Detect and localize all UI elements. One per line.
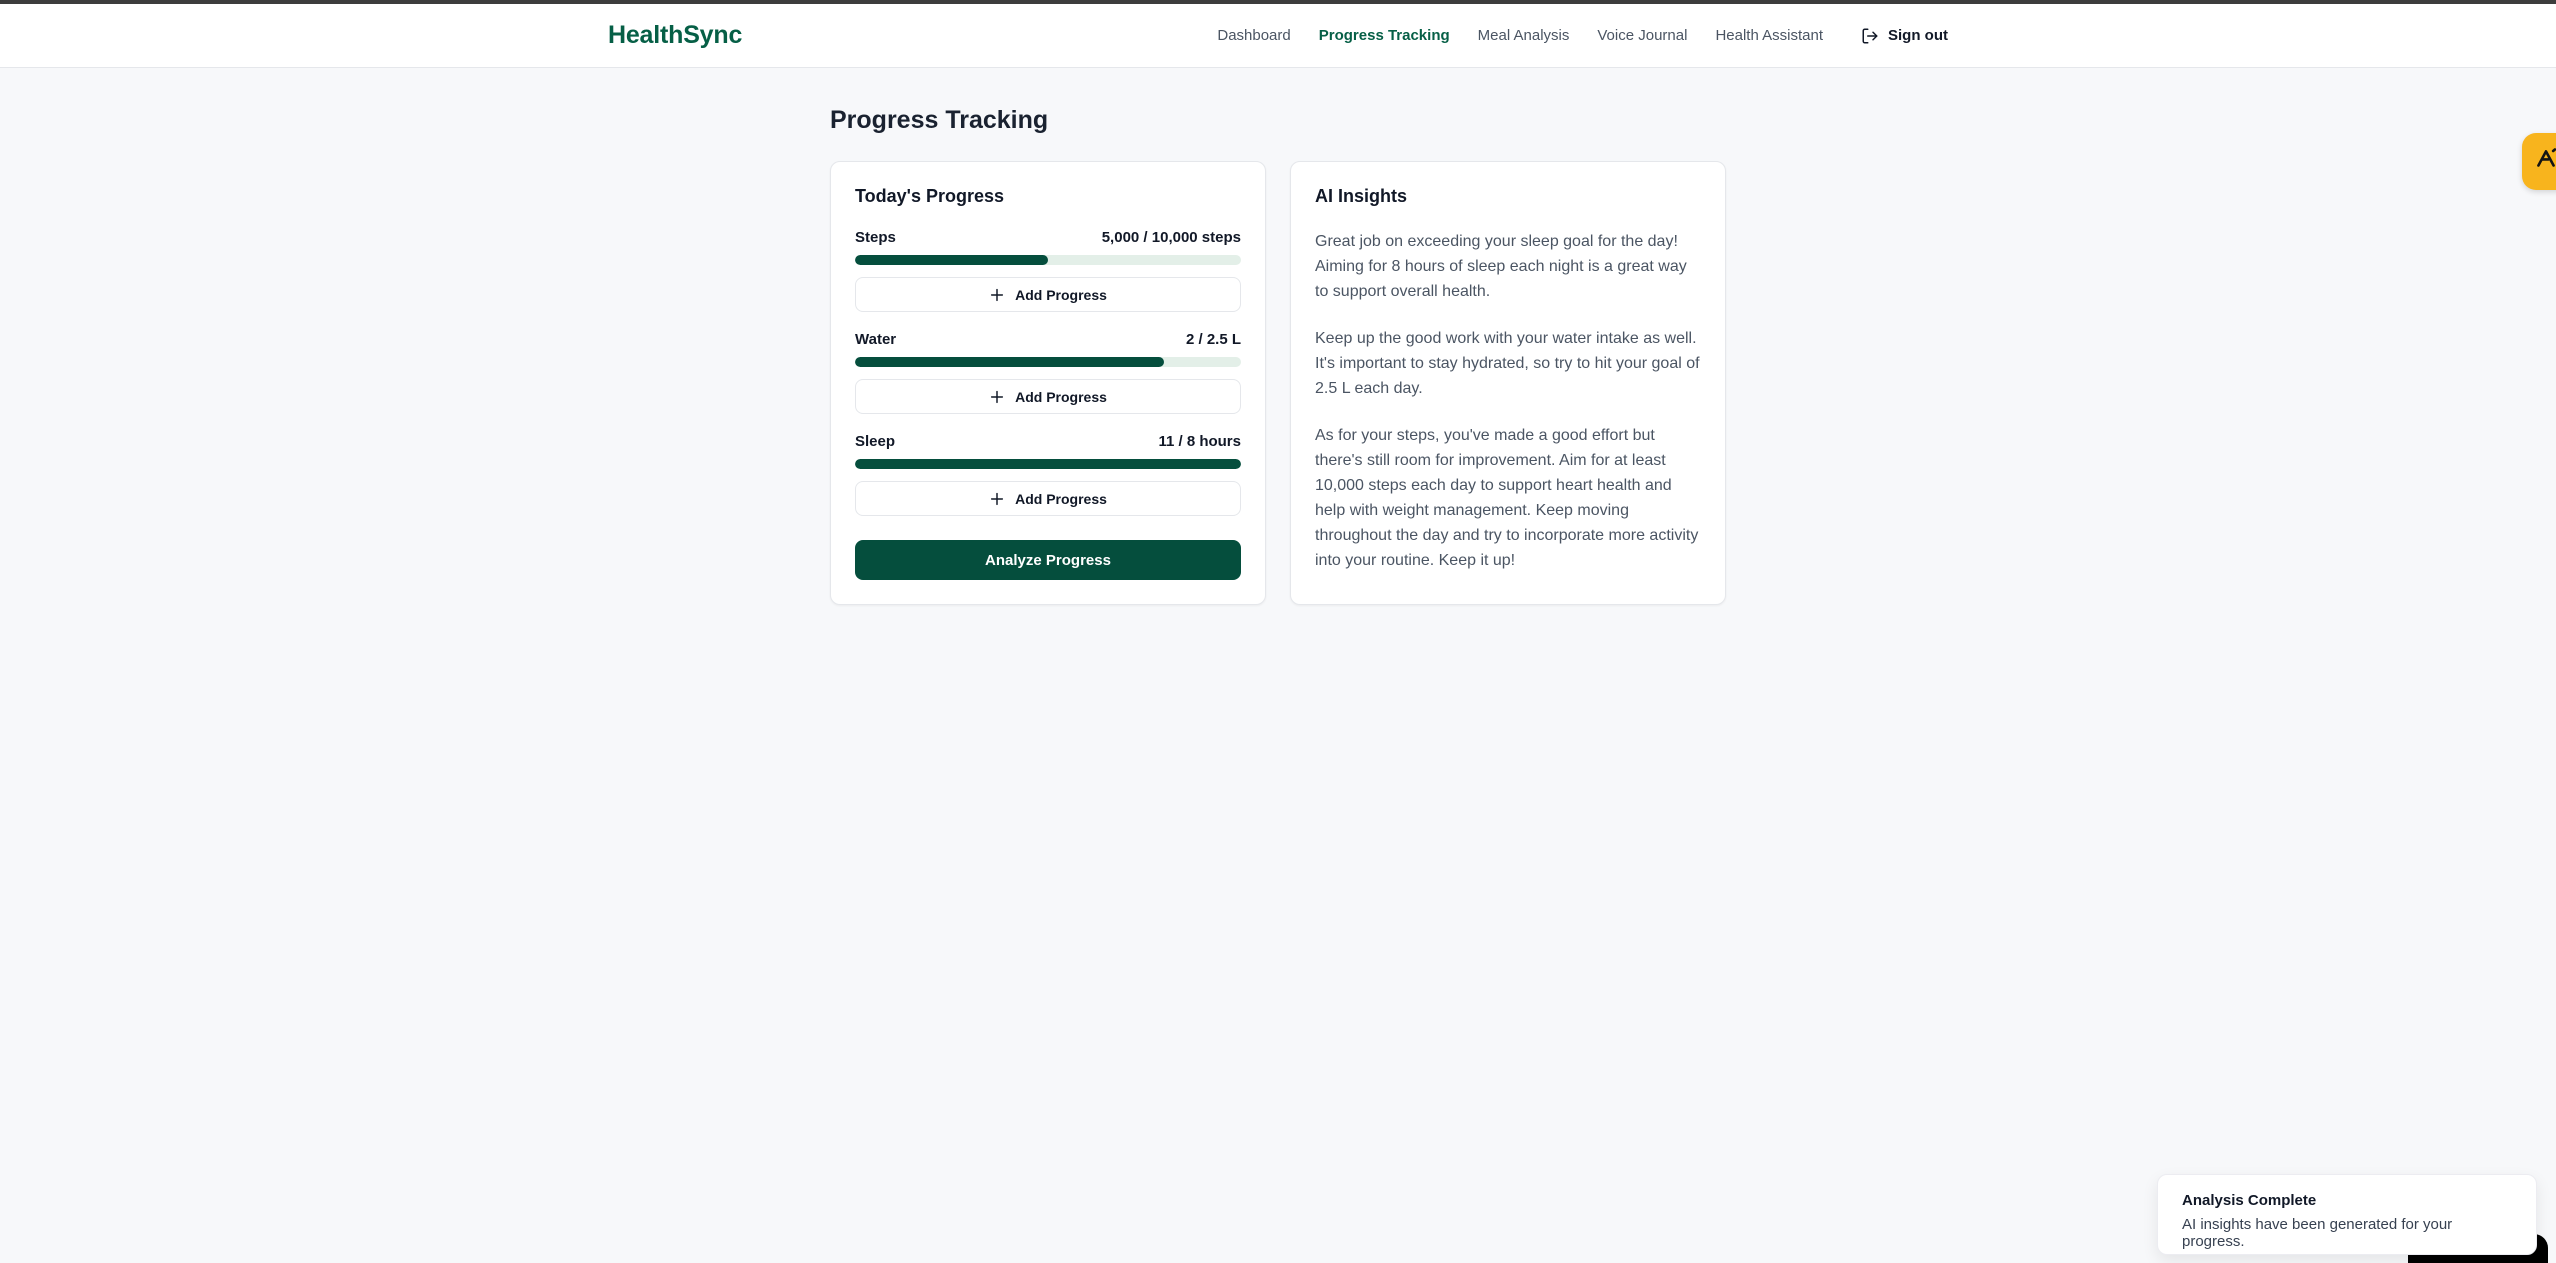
nav-dashboard[interactable]: Dashboard	[1217, 27, 1291, 44]
water-progress-bar	[855, 357, 1241, 367]
sleep-tracker	[855, 433, 1241, 516]
insight-paragraph: Keep up the good work with your water intake as well. It's important to stay hydrated, so try to hit your goal of 2.5 L each day.	[1315, 330, 1700, 397]
water-progress-fill	[855, 357, 1164, 367]
ai-insights-card	[1290, 161, 1726, 605]
sleep-label: Sleep	[855, 433, 896, 450]
sign-out-label: Sign out	[1888, 27, 1948, 44]
plus-icon	[989, 491, 1005, 507]
add-progress-label: Add Progress	[1015, 286, 1107, 303]
nav-progress-tracking[interactable]: Progress Tracking	[1318, 27, 1450, 44]
steps-value: 5,000 / 10,000 steps	[1101, 229, 1241, 246]
add-progress-label: Add Progress	[1015, 388, 1107, 405]
ai-insights-title: AI Insights	[1315, 186, 1408, 206]
nav-meal-analysis[interactable]: Meal Analysis	[1477, 27, 1570, 44]
sleep-value: 11 / 8 hours	[1158, 433, 1241, 450]
toast-title: Analysis Complete	[2182, 1192, 2317, 1209]
plus-icon	[989, 389, 1005, 405]
floating-assistant-button[interactable]	[2522, 133, 2556, 190]
water-value: 2 / 2.5 L	[1185, 331, 1241, 348]
toast-message: AI insights have been generated for your progress.	[2182, 1216, 2453, 1250]
brand-a-icon	[2533, 146, 2556, 177]
add-progress-label: Add Progress	[1015, 490, 1107, 507]
brand-logo[interactable]: HealthSync	[608, 21, 743, 49]
todays-progress-card	[830, 161, 1266, 605]
nav-voice-journal[interactable]: Voice Journal	[1597, 27, 1688, 44]
sleep-progress-fill	[855, 459, 1241, 469]
top-navbar	[0, 4, 2556, 68]
sleep-add-progress-button[interactable]	[855, 481, 1241, 516]
steps-add-progress-button[interactable]	[855, 277, 1241, 312]
log-out-icon	[1861, 27, 1879, 45]
plus-icon	[989, 287, 1005, 303]
page-title: Progress Tracking	[830, 106, 1049, 134]
sign-out-button[interactable]	[1861, 27, 1948, 45]
todays-progress-title: Today's Progress	[855, 186, 1005, 206]
steps-label: Steps	[855, 229, 896, 246]
toast-notification[interactable]	[2157, 1174, 2537, 1255]
sleep-progress-bar	[855, 459, 1241, 469]
insight-paragraph: Great job on exceeding your sleep goal for the day! Aiming for 8 hours of sleep each night is a great way to support overall health.	[1315, 233, 1687, 300]
water-add-progress-button[interactable]	[855, 379, 1241, 414]
main-nav	[1217, 27, 1948, 45]
water-tracker	[855, 331, 1241, 414]
steps-progress-fill	[855, 255, 1048, 265]
nav-health-assistant[interactable]: Health Assistant	[1715, 27, 1823, 44]
analyze-progress-button[interactable]: Analyze Progress	[855, 540, 1241, 580]
steps-progress-bar	[855, 255, 1241, 265]
insight-paragraph: As for your steps, you've made a good effort but there's still room for improvement. Aim for at least 10,000 steps each day to support heart health and help with weight management. Keep moving throughout the day and try to incorporate more activity into your routine. Keep it up!	[1315, 427, 1699, 569]
water-label: Water	[855, 331, 897, 348]
main-content	[830, 68, 1726, 605]
steps-tracker	[855, 229, 1241, 312]
